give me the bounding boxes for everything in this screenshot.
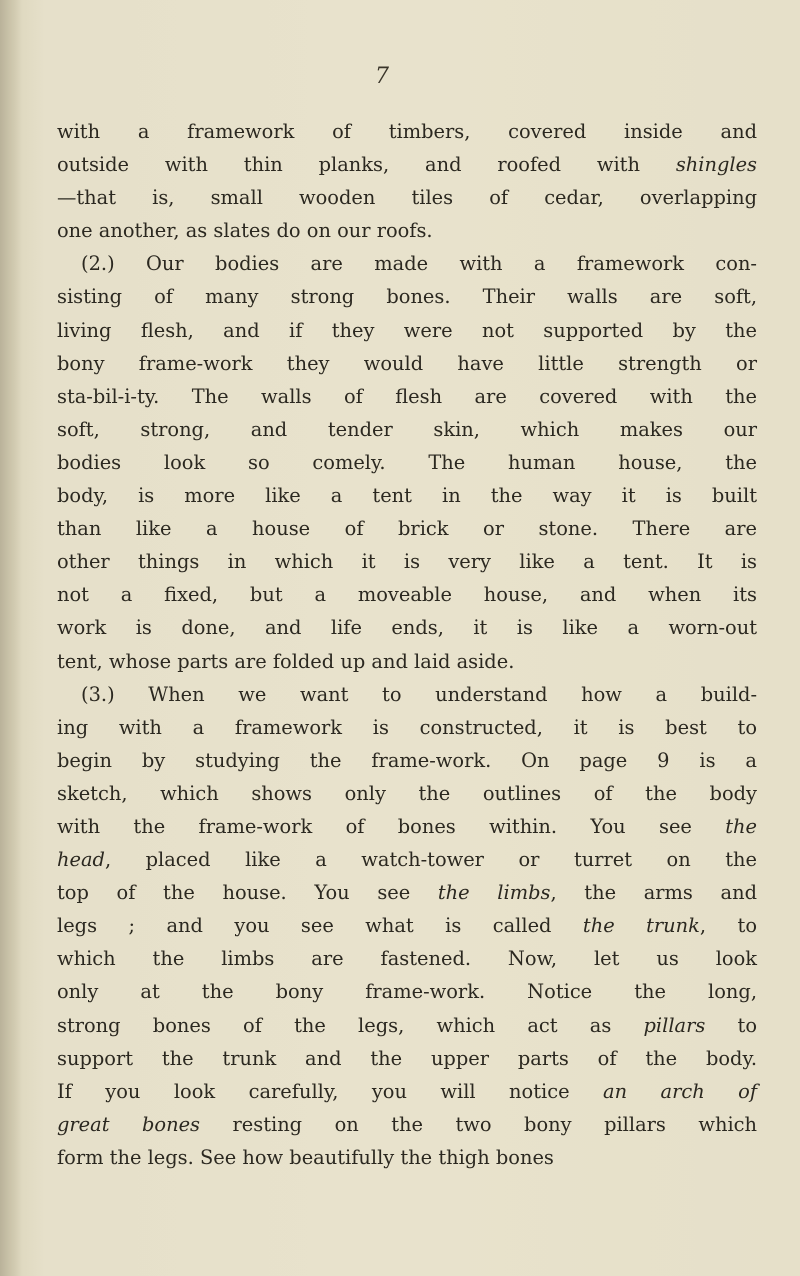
text-segment: (3.) When we want to understand how a build-: [81, 682, 757, 706]
text-segment: with the frame-work of bones within. You see: [57, 814, 726, 838]
page-gutter-shadow: [0, 0, 22, 1276]
text-segment: with a framework of timbers, covered inside and: [57, 120, 757, 143]
body-text: [57, 115, 757, 1174]
text-line: [57, 1042, 757, 1075]
page-number: 7: [375, 64, 389, 89]
text-line: [57, 975, 757, 1008]
text-segment: sketch, which shows only the outlines of the body: [57, 781, 757, 805]
text-line: [57, 578, 757, 611]
text-segment: one another, as slates do on our roofs.: [57, 219, 433, 243]
text-line: [57, 347, 757, 380]
text-line: [57, 777, 757, 810]
text-segment: living flesh, and if they were not supported by the: [57, 318, 757, 342]
text-segment: body, is more like a tent in the way it is built: [57, 484, 757, 508]
text-line: [57, 380, 757, 413]
text-line: [57, 876, 757, 909]
text-line: [57, 314, 757, 347]
text-segment: resting on the two bony pillars which: [200, 1112, 757, 1136]
text-segment: , placed like a watch-tower or turret on the: [104, 848, 757, 872]
italic-text-segment: shingles: [675, 153, 757, 177]
text-segment: begin by studying the frame-work. On page 9 is a: [57, 748, 757, 772]
italic-text-segment: pillars: [643, 1013, 706, 1037]
text-line: [57, 446, 757, 479]
text-line: [57, 942, 757, 975]
text-segment: tent, whose parts are folded up and laid aside.: [57, 649, 515, 673]
text-line: [57, 1009, 757, 1042]
text-line: [57, 115, 757, 148]
text-segment: If you look carefully, you will notice: [57, 1079, 604, 1103]
text-segment: bodies look so comely. The human house, the: [57, 450, 757, 474]
text-segment: form the legs. See how beautifully the thigh bones: [57, 1145, 554, 1169]
text-line: [57, 843, 757, 876]
text-segment: —that is, small wooden tiles of cedar, overlapping: [57, 186, 757, 210]
text-segment: not a fixed, but a moveable house, and when its: [57, 583, 757, 607]
text-line: [57, 512, 757, 545]
text-segment: strong bones of the legs, which act as: [57, 1013, 644, 1037]
text-segment: , to: [699, 914, 757, 938]
text-line: [57, 645, 757, 678]
text-segment: top of the house. You see: [57, 881, 438, 905]
text-line: [57, 1141, 757, 1174]
text-line: [57, 413, 757, 446]
italic-text-segment: the trunk: [582, 914, 700, 938]
text-line: [57, 148, 757, 181]
text-segment: , the arms and: [550, 881, 758, 905]
text-segment: other things in which it is very like a tent. It is: [57, 550, 757, 574]
italic-text-segment: the limbs: [437, 881, 551, 905]
text-line: [57, 909, 757, 942]
text-line: [57, 1075, 757, 1108]
text-segment: (2.) Our bodies are made with a framework con-: [81, 252, 757, 276]
italic-text-segment: great bones: [57, 1112, 201, 1136]
text-line: [57, 247, 757, 280]
text-segment: outside with thin planks, and roofed with: [57, 153, 676, 177]
text-line: [57, 744, 757, 777]
text-segment: than like a house of brick or stone. There are: [57, 517, 757, 541]
text-segment: to: [705, 1013, 757, 1037]
text-line: [57, 214, 757, 247]
text-line: [57, 280, 757, 313]
text-segment: which the limbs are fastened. Now, let us look: [57, 947, 757, 971]
text-line: [57, 181, 757, 214]
text-line: [57, 479, 757, 512]
text-segment: only at the bony frame-work. Notice the long,: [57, 980, 757, 1004]
text-line: [57, 810, 757, 843]
text-segment: work is done, and life ends, it is like a worn-out: [57, 616, 757, 640]
text-line: [57, 545, 757, 578]
italic-text-segment: head: [57, 848, 105, 872]
text-segment: support the trunk and the upper parts of the body.: [57, 1046, 757, 1070]
text-segment: bony frame-work they would have little strength or: [57, 351, 757, 375]
text-line: [57, 611, 757, 644]
text-segment: sisting of many strong bones. Their walls are soft,: [57, 285, 757, 309]
text-segment: ing with a framework is constructed, it is best to: [57, 715, 757, 739]
text-line: [57, 1108, 757, 1141]
text-line: [57, 678, 757, 711]
text-segment: sta-bil-i-ty. The walls of flesh are covered with the: [57, 384, 757, 408]
italic-text-segment: the: [725, 814, 757, 838]
italic-text-segment: an arch of: [603, 1079, 757, 1103]
text-segment: soft, strong, and tender skin, which makes our: [57, 417, 757, 441]
text-line: [57, 711, 757, 744]
text-segment: legs ; and you see what is called: [57, 914, 583, 938]
